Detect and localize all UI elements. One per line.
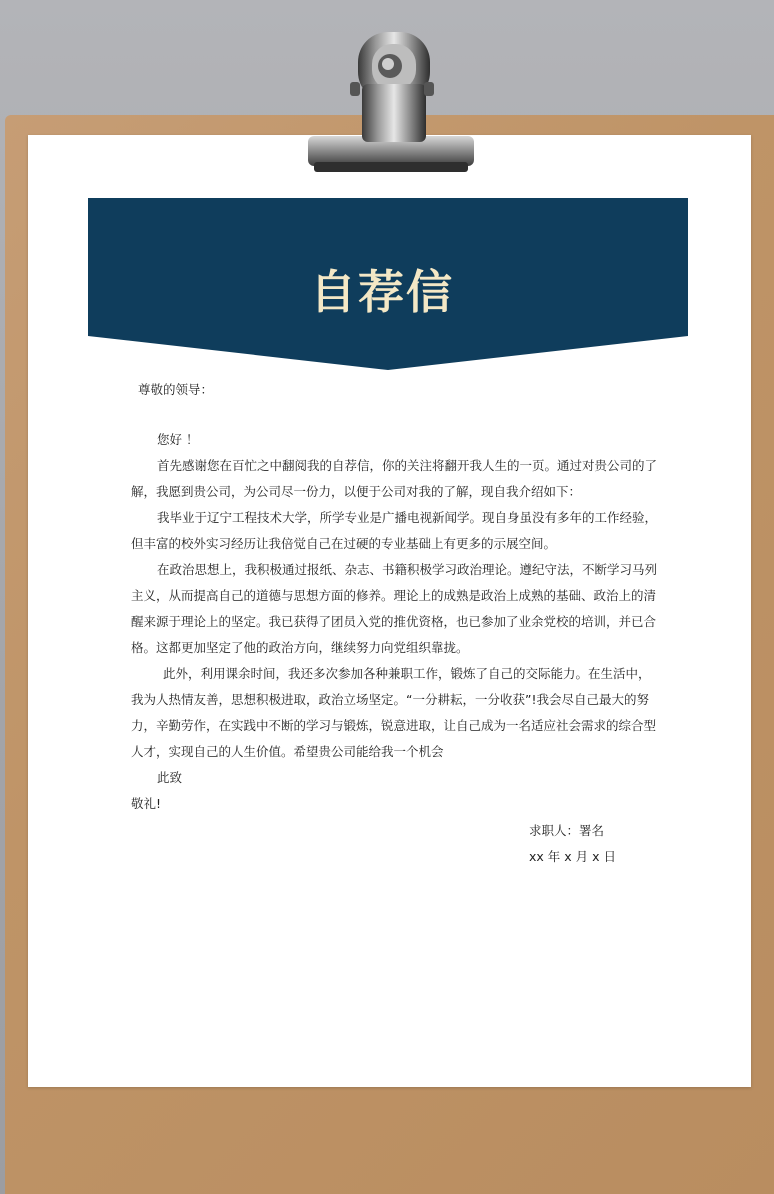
page-title: 自荐信 bbox=[310, 265, 454, 319]
paragraph-line: 力，辛勤劳作，在实践中不断的学习与锻炼，锐意进取，让自己成为一名适应社会需求的综合型 bbox=[131, 718, 657, 733]
salutation: 尊敬的领导： bbox=[138, 382, 214, 397]
paragraph-line: 格。这都更加坚定了他的政治方向，继续努力向党组织靠拢。 bbox=[131, 640, 469, 655]
binder-clip-icon bbox=[290, 24, 480, 179]
paragraph-line: 主义，从而提高自己的道德与思想方面的修养。理论上的成熟是政治上成熟的基础、政治上的清 bbox=[131, 588, 657, 603]
greeting: 您好 ！ bbox=[157, 432, 199, 447]
paragraph-line: 人才，实现自己的人生价值。希望贵公司能给我一个机会 bbox=[131, 744, 444, 759]
paragraph-line: 我为人热情友善，思想积极进取，政治立场坚定。“一分耕耘，一分收获”!我会尽自己最大的努 bbox=[131, 692, 649, 707]
paragraph-line: 但丰富的校外实习经历让我倍觉自己在过硬的专业基础上有更多的示展空间。 bbox=[131, 536, 557, 551]
paragraph-line: 解，我愿到贵公司，为公司尽一份力，以便于公司对我的了解，现自我介绍如下： bbox=[131, 484, 582, 499]
paragraph-line: 此外，利用课余时间，我还多次参加各种兼职工作，锻炼了自己的交际能力。在生活中， bbox=[163, 666, 651, 681]
paragraph-line: 醒来源于理论上的坚定。我已获得了团员入党的推优资格，也已参加了业余党校的培训，并已合 bbox=[131, 614, 657, 629]
closing-line-2: 敬礼! bbox=[131, 796, 162, 811]
signature: 求职人：署名 bbox=[529, 823, 605, 838]
paragraph-line: 我毕业于辽宁工程技术大学，所学专业是广播电视新闻学。现自身虽没有多年的工作经验， bbox=[157, 510, 658, 525]
paragraph-line: 首先感谢您在百忙之中翻阅我的自荐信，你的关注将翻开我人生的一页。通过对贵公司的了 bbox=[157, 458, 658, 473]
closing-line-1: 此致 bbox=[157, 770, 183, 785]
title-banner bbox=[88, 198, 688, 370]
date: xx 年 x 月 x 日 bbox=[529, 849, 616, 864]
paragraph-line: 在政治思想上，我积极通过报纸、杂志、书籍积极学习政治理论。遵纪守法，不断学习马列 bbox=[157, 562, 658, 577]
